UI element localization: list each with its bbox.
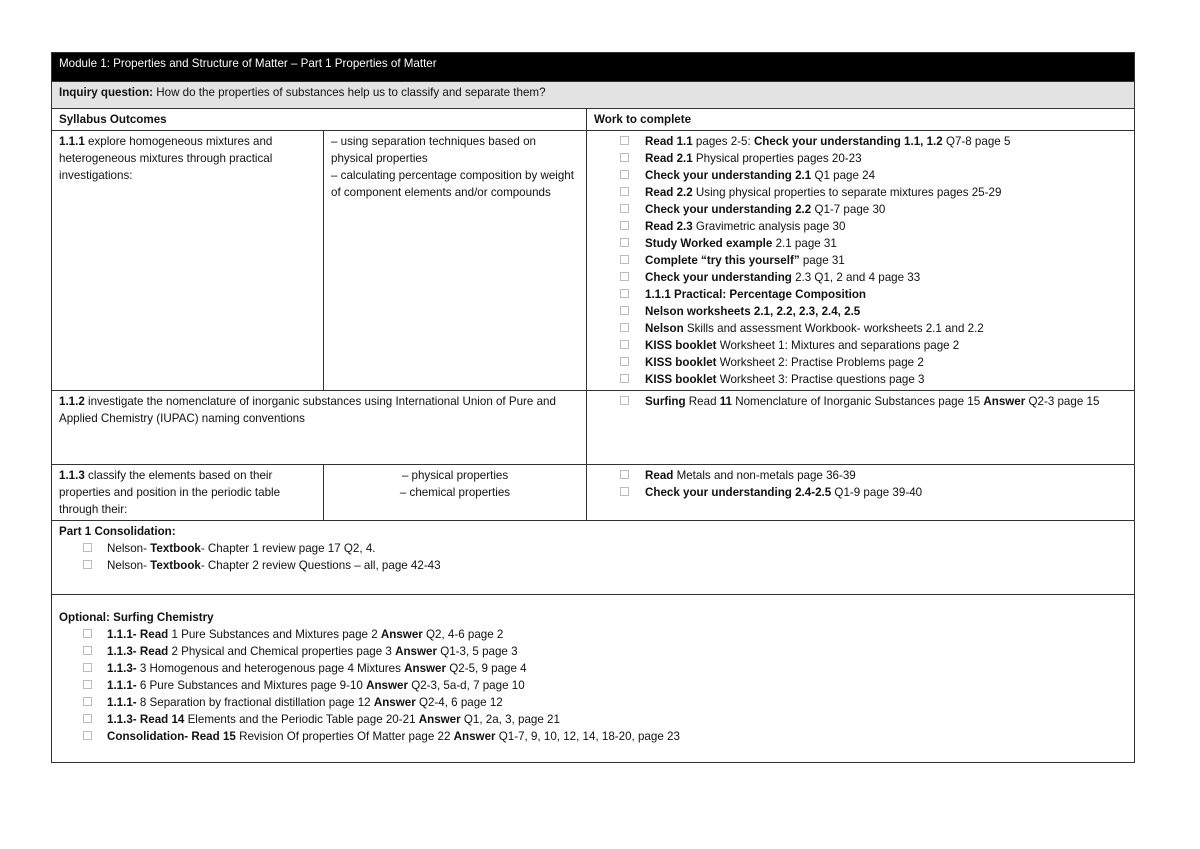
task-text [645, 320, 1127, 337]
checkbox-icon[interactable] [83, 646, 92, 655]
task-text-plain: Q1-7, 9, 10, 12, 14, 18-20, page 23 [495, 730, 680, 743]
checkbox-icon[interactable] [83, 731, 92, 740]
task-text [645, 269, 1127, 286]
outcome-detail: – using separation techniques based on physical properties [331, 135, 536, 165]
task-item [59, 660, 1127, 677]
task-text-plain: 3 Homogenous and heterogenous page 4 Mixtures [136, 662, 405, 675]
task-text-plain: Q7-8 page 5 [942, 135, 1011, 148]
task-text-bold: 1.1.3- [107, 662, 137, 675]
work-list-1-1-3 [587, 465, 1135, 521]
checkbox-icon[interactable] [620, 204, 629, 213]
task-text-plain: 8 Separation by fractional distillation page 12 [136, 696, 374, 709]
task-text-bold: Textbook [150, 559, 201, 572]
task-text-plain: 6 Pure Substances and Mixtures page 9-10 [136, 679, 367, 692]
checkbox-icon[interactable] [620, 272, 629, 281]
task-item [59, 643, 1127, 660]
task-text [645, 184, 1127, 201]
task-text-bold: 1.1.1- [107, 679, 137, 692]
optional-title: Optional: Surfing Chemistry [59, 611, 214, 624]
syllabus-outcomes-label: Syllabus Outcomes [59, 113, 167, 126]
checkbox-icon[interactable] [83, 543, 92, 552]
task-text-bold: Textbook [150, 542, 201, 555]
work-list-1-1-2 [587, 391, 1135, 465]
task-text-plain: Q2-5, 9 page 4 [446, 662, 527, 675]
task-text [645, 235, 1127, 252]
task-text-plain: Q1-9 page 39-40 [831, 486, 923, 499]
task-text [107, 626, 1127, 643]
outcome-1-1-1 [52, 131, 324, 391]
outcome-1-1-3 [52, 465, 324, 521]
task-text-bold: Answer [373, 696, 416, 709]
task-item [594, 393, 1127, 410]
checkbox-icon[interactable] [620, 136, 629, 145]
task-text-bold: Answer [395, 645, 437, 658]
task-text [645, 167, 1127, 184]
task-text-bold: Answer [404, 662, 447, 675]
task-text-bold: Read 2.3 [645, 220, 693, 233]
checkbox-icon[interactable] [620, 396, 629, 405]
task-item [59, 677, 1127, 694]
task-text-plain: Using physical properties to separate mixtures pages 25-29 [692, 186, 1002, 199]
task-item [594, 484, 1127, 501]
task-text-bold: Consolidation- Read 15 [107, 730, 236, 743]
checkbox-icon[interactable] [83, 560, 92, 569]
outcome-detail: – physical properties [401, 469, 509, 482]
task-item [594, 371, 1127, 388]
task-item [59, 626, 1127, 643]
task-text-bold: Nelson [645, 322, 684, 335]
task-text-bold: 11 [719, 395, 733, 408]
task-text-plain: - Chapter 1 review page 17 Q2, 4. [200, 542, 376, 555]
task-text-plain: Q2-4, 6 page 12 [415, 696, 503, 709]
task-text-bold: Study Worked example [645, 237, 773, 250]
inquiry-text: How do the properties of substances help us to classify and separate them? [153, 86, 546, 99]
task-text-bold: Read 2.2 [645, 186, 693, 199]
task-text-bold: Answer [366, 679, 408, 692]
checkbox-icon[interactable] [620, 187, 629, 196]
checkbox-icon[interactable] [620, 170, 629, 179]
task-text [107, 677, 1127, 694]
outcome-code: 1.1.1 [59, 135, 85, 148]
task-item [594, 337, 1127, 354]
task-text-plain: Nelson- [107, 542, 151, 555]
checkbox-icon[interactable] [620, 487, 629, 496]
outcome-1-1-2 [52, 391, 587, 465]
task-item [594, 320, 1127, 337]
task-text [645, 218, 1127, 235]
task-text-bold: KISS booklet [645, 339, 717, 352]
task-text-bold: Surfing [645, 395, 686, 408]
task-item [594, 133, 1127, 150]
task-text [107, 540, 1127, 557]
task-item [594, 167, 1127, 184]
task-text-bold: 1.1.1- Read [107, 628, 169, 641]
checkbox-icon[interactable] [620, 153, 629, 162]
task-text [645, 484, 1127, 501]
outcome-detail: – chemical properties [399, 486, 511, 499]
task-text [107, 711, 1127, 728]
task-text-plain: Worksheet 1: Mixtures and separations page 2 [716, 339, 960, 352]
task-text-bold: 1.1.1- [107, 696, 137, 709]
task-text [645, 150, 1127, 167]
task-text-bold: Answer [453, 730, 496, 743]
task-item [59, 711, 1127, 728]
outcome-detail: – calculating percentage composition by weight of component elements and/or compounds [331, 169, 574, 199]
task-text [645, 252, 1127, 269]
task-item [594, 150, 1127, 167]
task-text-plain: Read [685, 395, 720, 408]
task-text-plain: Q2-3 page 15 [1025, 395, 1100, 408]
work-list-1-1-1 [587, 131, 1135, 391]
task-text-plain: Worksheet 2: Practise Problems page 2 [716, 356, 924, 369]
task-text [645, 303, 1127, 320]
part1-consolidation [52, 521, 1135, 595]
task-text-bold: Check your understanding 2.4-2.5 [645, 486, 832, 499]
task-text-bold: Check your understanding 2.1 [645, 169, 812, 182]
task-text [107, 660, 1127, 677]
consolidation-title: Part 1 Consolidation: [59, 525, 176, 538]
task-text-bold: Check your understanding 1.1, 1.2 [753, 135, 943, 148]
task-item [594, 184, 1127, 201]
inquiry-question [52, 82, 1135, 109]
task-text [645, 467, 1127, 484]
checkbox-icon[interactable] [83, 629, 92, 638]
task-text-plain: 2.3 Q1, 2 and 4 page 33 [791, 271, 921, 284]
task-item [594, 303, 1127, 320]
task-text-bold: KISS booklet [645, 356, 717, 369]
task-text-plain: Skills and assessment Workbook- worksheets 2.1 and 2.2 [683, 322, 984, 335]
task-text [645, 354, 1127, 371]
outcome-text: explore homogeneous mixtures and heterogeneous mixtures through practical investigations: [59, 135, 273, 182]
task-text-bold: Check your understanding 2.2 [645, 203, 812, 216]
task-text [107, 643, 1127, 660]
task-item [59, 694, 1127, 711]
outcome-text: classify the elements based on their properties and position in the periodic table through their: [59, 469, 281, 516]
checkbox-icon[interactable] [620, 470, 629, 479]
task-text-plain: Physical properties pages 20-23 [692, 152, 862, 165]
task-text-bold: Complete “try this yourself” [645, 254, 800, 267]
task-text [645, 371, 1127, 388]
work-to-complete-header [587, 109, 1135, 131]
checkbox-icon[interactable] [620, 289, 629, 298]
task-text-bold: Check your understanding [645, 271, 792, 284]
task-text-plain: Q1 page 24 [811, 169, 876, 182]
task-text-plain: page 31 [799, 254, 845, 267]
task-text-plain: 1 Pure Substances and Mixtures page 2 [168, 628, 381, 641]
task-text [645, 337, 1127, 354]
task-text-bold: Answer [983, 395, 1026, 408]
task-item [594, 467, 1127, 484]
task-item [59, 540, 1127, 557]
task-text-bold: Read 2.1 [645, 152, 693, 165]
task-text-plain: pages 2-5: [692, 135, 754, 148]
task-item [59, 557, 1127, 574]
checkbox-icon[interactable] [83, 663, 92, 672]
checkbox-icon[interactable] [620, 255, 629, 264]
work-to-complete-label: Work to complete [594, 113, 692, 126]
task-text-plain: Nomenclature of Inorganic Substances page 15 [732, 395, 984, 408]
checkbox-icon[interactable] [620, 340, 629, 349]
task-item [594, 218, 1127, 235]
task-text-plain: Worksheet 3: Practise questions page 3 [716, 373, 925, 386]
syllabus-outcomes-header [52, 109, 587, 131]
task-item [594, 252, 1127, 269]
checkbox-icon[interactable] [620, 357, 629, 366]
task-text-plain: Revision Of properties Of Matter page 22 [235, 730, 454, 743]
task-item [594, 201, 1127, 218]
module-title: Module 1: Properties and Structure of Matter – Part 1 Properties of Matter [52, 53, 1135, 82]
task-text-bold: 1.1.1 Practical: Percentage Composition [645, 288, 867, 301]
task-text [645, 201, 1127, 218]
task-item [59, 728, 1127, 745]
task-text-plain: Q2, 4-6 page 2 [422, 628, 504, 641]
task-text-plain: Q1-7 page 30 [811, 203, 886, 216]
checkbox-icon[interactable] [620, 238, 629, 247]
module-table [51, 52, 1135, 763]
task-text-bold: 1.1.3- Read 14 [107, 713, 185, 726]
task-item [594, 354, 1127, 371]
task-text-plain: Nelson- [107, 559, 151, 572]
checkbox-icon[interactable] [83, 714, 92, 723]
inquiry-label: Inquiry question: [59, 86, 154, 99]
outcome-text: investigate the nomenclature of inorganic substances using International Union of Pure and Applied Chemistry (IUPAC) naming conventions [59, 395, 556, 425]
task-text [645, 133, 1127, 150]
task-text-plain: 2 Physical and Chemical properties page 3 [168, 645, 396, 658]
task-text-plain: Gravimetric analysis page 30 [692, 220, 846, 233]
task-text [107, 557, 1127, 574]
task-text-bold: KISS booklet [645, 373, 717, 386]
outcome-1-1-1-details [324, 131, 587, 391]
task-text [645, 393, 1127, 410]
outcome-1-1-3-details [324, 465, 587, 521]
task-text-plain: Q1, 2a, 3, page 21 [460, 713, 560, 726]
task-text-bold: Answer [418, 713, 461, 726]
task-item [594, 235, 1127, 252]
outcome-code: 1.1.3 [59, 469, 85, 482]
task-text [645, 286, 1127, 303]
task-text-plain: Q1-3, 5 page 3 [436, 645, 518, 658]
task-text [107, 728, 1127, 745]
task-text-plain: 2.1 page 31 [772, 237, 837, 250]
task-text-bold: 1.1.3- Read [107, 645, 169, 658]
task-item [594, 269, 1127, 286]
task-text [107, 694, 1127, 711]
task-text-plain: Q2-3, 5a-d, 7 page 10 [407, 679, 525, 692]
optional-surfing-chemistry [52, 595, 1135, 763]
task-item [594, 286, 1127, 303]
checkbox-icon[interactable] [620, 323, 629, 332]
checkbox-icon[interactable] [620, 374, 629, 383]
outcome-code: 1.1.2 [59, 395, 85, 408]
checkbox-icon[interactable] [620, 221, 629, 230]
checkbox-icon[interactable] [83, 697, 92, 706]
checkbox-icon[interactable] [620, 306, 629, 315]
task-text-bold: Answer [380, 628, 423, 641]
task-text-bold: Read [645, 469, 674, 482]
task-text-bold: Read 1.1 [645, 135, 693, 148]
task-text-bold: Nelson worksheets 2.1, 2.2, 2.3, 2.4, 2.5 [645, 305, 861, 318]
checkbox-icon[interactable] [83, 680, 92, 689]
task-text-plain: - Chapter 2 review Questions – all, page 42-43 [200, 559, 441, 572]
task-text-plain: Metals and non-metals page 36-39 [673, 469, 856, 482]
task-text-plain: Elements and the Periodic Table page 20-21 [184, 713, 419, 726]
